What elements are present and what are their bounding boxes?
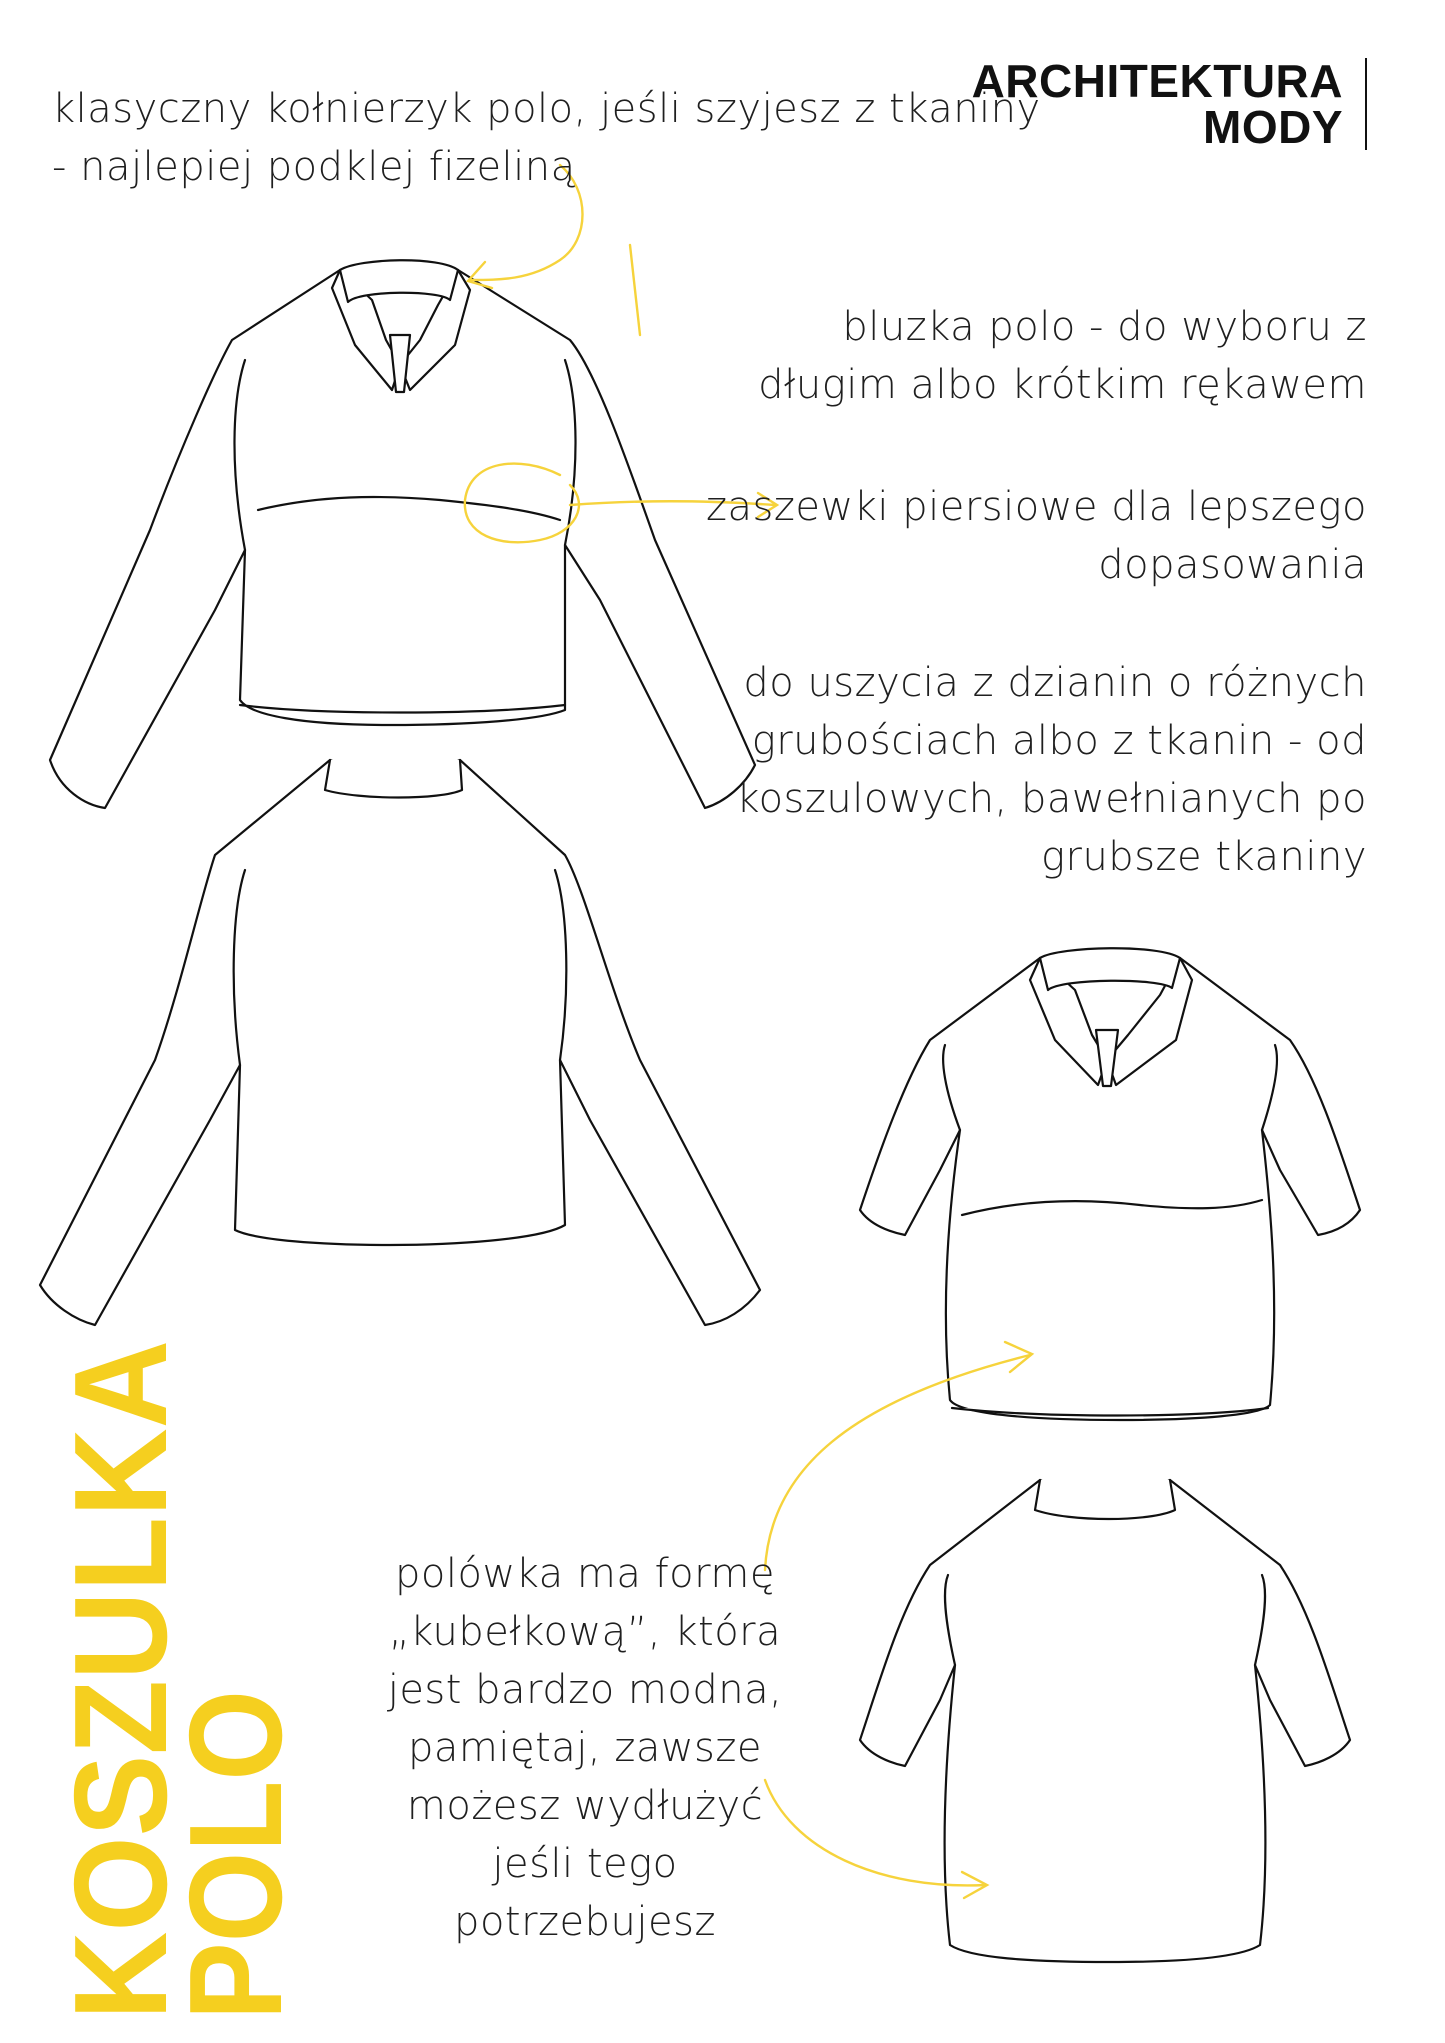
fabric-note-line-3: koszulowych, bawełnianych po — [736, 776, 1367, 822]
boxy-note-line-6: jeśli tego — [492, 1841, 678, 1887]
boxy-note-line-7: potrzebujesz — [454, 1899, 716, 1945]
boxy-note-line-2: „kubełkową”, która — [388, 1609, 782, 1655]
collar-tick — [630, 245, 640, 335]
long-sleeve-back-sketch — [40, 760, 760, 1325]
long-sleeve-front-sketch — [50, 260, 755, 808]
short-sleeve-front-sketch — [860, 948, 1360, 1420]
boxy-note-line-1: polówka ma formę — [395, 1551, 775, 1597]
collar-note-line-2: - najlepiej podklej fizeliną — [52, 144, 576, 190]
fabric-note-line-1: do uszycia z dzianin o różnych — [743, 660, 1367, 706]
short-sleeve-back-sketch — [860, 1480, 1350, 1962]
fabric-note-line-4: grubsze tkaniny — [1041, 834, 1367, 880]
darts-note-line-1: zaszewki piersiowe dla lepszego — [706, 484, 1367, 530]
brand-line-2: MODY — [1203, 101, 1343, 153]
page-title — [56, 1330, 316, 2030]
boxy-note-line-3: jest bardzo modna, — [387, 1667, 783, 1713]
blouse-note-line-2: długim albo krótkim rękawem — [758, 362, 1367, 408]
title-line-1: KOSZULKA — [56, 1330, 194, 2020]
collar-note — [52, 80, 1041, 196]
darts-note-line-2: dopasowania — [1098, 542, 1367, 588]
blouse-note-line-1: bluzka polo - do wyboru z — [842, 304, 1367, 350]
title-line-2: POLO — [162, 1645, 309, 2020]
boxy-note-line-4: pamiętaj, zawsze — [408, 1725, 762, 1771]
boxy-note — [370, 1545, 800, 1951]
brand-line-1: ARCHITEKTURA — [971, 55, 1343, 107]
collar-note-line-1: klasyczny kołnierzyk polo, jeśli szyjesz z tkaniny — [52, 86, 1041, 132]
fabric-note-line-2: grubościach albo z tkanin - od — [751, 718, 1367, 764]
boxy-note-line-5: możesz wydłużyć — [406, 1783, 764, 1829]
blouse-note — [758, 298, 1367, 414]
darts-note — [706, 478, 1367, 594]
fabric-note — [736, 654, 1367, 886]
